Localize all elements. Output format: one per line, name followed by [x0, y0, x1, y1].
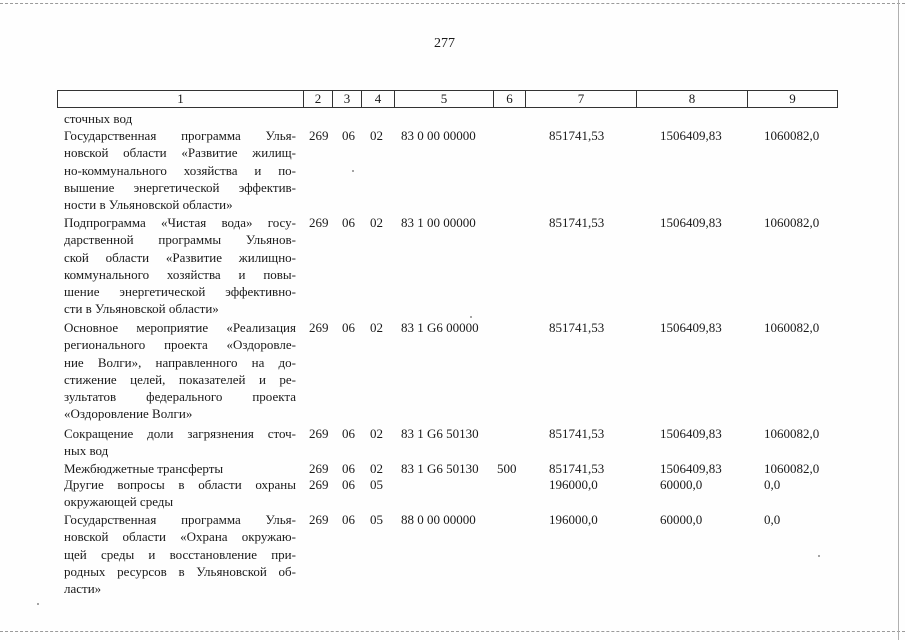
cell-c9: 1060082,0 [764, 426, 820, 441]
cell-c8: 60000,0 [660, 477, 703, 492]
description-line: родных ресурсов в Ульяновской об- [64, 563, 296, 579]
cell-c2: 269 [309, 477, 329, 492]
description-line: окружающей среды [64, 494, 174, 510]
cell-c2: 269 [309, 426, 329, 441]
description-line: Межбюджетные трансферты [64, 461, 224, 476]
page-border-right [898, 0, 899, 640]
cell-c3: 06 [342, 477, 355, 492]
cell-c4: 02 [370, 215, 383, 230]
description-line: «Оздоровление Волги» [64, 406, 193, 422]
description-line: ных вод [64, 443, 109, 459]
cell-c8: 1506409,83 [660, 128, 722, 143]
cell-c3: 06 [342, 461, 355, 476]
page-border-bottom [0, 631, 905, 632]
cell-c3: 06 [342, 426, 355, 441]
cell-c5: 83 1 G6 50130 [401, 426, 479, 441]
cell-c3: 06 [342, 320, 355, 335]
description-line: ской области «Развитие жилищно- [64, 249, 296, 265]
cell-c8: 60000,0 [660, 512, 703, 527]
cell-c8: 1506409,83 [660, 320, 722, 335]
cell-c8: 1506409,83 [660, 215, 722, 230]
row-description [64, 214, 296, 318]
cell-c7: 851741,53 [549, 426, 605, 441]
cell-c3: 06 [342, 512, 355, 527]
description-line: сточных вод [64, 111, 133, 126]
row-description [64, 425, 296, 460]
scan-speck [352, 170, 354, 172]
column-header-3: 3 [332, 91, 361, 107]
cell-c4: 02 [370, 426, 383, 441]
cell-c5: 83 1 G6 00000 [401, 320, 479, 335]
cell-c9: 0,0 [764, 477, 781, 492]
description-line: Подпрограмма «Чистая вода» госу- [64, 215, 296, 230]
page-border-top [0, 3, 905, 4]
row-description [64, 460, 296, 477]
cell-c7: 851741,53 [549, 128, 605, 143]
description-line: зультатов федерального проекта [64, 389, 296, 405]
description-line: шение энергетической эффективно- [64, 284, 296, 300]
row-description [64, 110, 296, 127]
cell-c3: 06 [342, 215, 355, 230]
description-line: дарственной программы Ульянов- [64, 232, 296, 248]
cell-c5: 83 1 00 00000 [401, 215, 476, 230]
cell-c7: 851741,53 [549, 320, 605, 335]
scan-speck [470, 316, 472, 318]
cell-c4: 02 [370, 128, 383, 143]
description-line: новской области «Охрана окружаю- [64, 529, 296, 545]
cell-c4: 05 [370, 512, 383, 527]
cell-c9: 1060082,0 [764, 128, 820, 143]
cell-c7: 196000,0 [549, 477, 598, 492]
column-header-4: 4 [361, 91, 394, 107]
cell-c2: 269 [309, 215, 329, 230]
cell-c2: 269 [309, 512, 329, 527]
cell-c4: 05 [370, 477, 383, 492]
description-line: Сокращение доли загрязнения сточ- [64, 426, 296, 441]
description-line: Другие вопросы в области охраны [64, 477, 296, 492]
cell-c4: 02 [370, 461, 383, 476]
column-header-8: 8 [636, 91, 747, 107]
cell-c2: 269 [309, 320, 329, 335]
column-header-7: 7 [525, 91, 636, 107]
column-header-1: 1 [177, 91, 184, 106]
cell-c7: 196000,0 [549, 512, 598, 527]
cell-c9: 1060082,0 [764, 461, 820, 476]
cell-c6: 500 [497, 461, 517, 476]
scan-speck [818, 555, 820, 557]
cell-c4: 02 [370, 320, 383, 335]
cell-c7: 851741,53 [549, 461, 605, 476]
row-description [64, 319, 296, 423]
description-line: вышение энергетической эффектив- [64, 179, 296, 195]
cell-c5: 83 0 00 00000 [401, 128, 476, 143]
cell-c5: 83 1 G6 50130 [401, 461, 479, 476]
cell-c8: 1506409,83 [660, 426, 722, 441]
column-header-6: 6 [493, 91, 525, 107]
description-line: ласти» [64, 581, 102, 597]
cell-c7: 851741,53 [549, 215, 605, 230]
column-header-5: 5 [394, 91, 493, 107]
cell-c9: 0,0 [764, 512, 781, 527]
cell-c2: 269 [309, 128, 329, 143]
column-header-2: 2 [303, 91, 332, 107]
cell-c2: 269 [309, 461, 329, 476]
row-description [64, 127, 296, 213]
description-line: но-коммунального хозяйства и по- [64, 162, 296, 178]
description-line: Государственная программа Улья- [64, 128, 296, 143]
scan-speck [37, 603, 39, 605]
description-line: щей среды и восстановление при- [64, 546, 296, 562]
description-line: Государственная программа Улья- [64, 512, 296, 527]
cell-c9: 1060082,0 [764, 215, 820, 230]
row-description [64, 476, 296, 511]
cell-c5: 88 0 00 00000 [401, 512, 476, 527]
column-header-row [57, 90, 838, 108]
cell-c9: 1060082,0 [764, 320, 820, 335]
description-line: стижение целей, показателей и ре- [64, 371, 296, 387]
description-line: новской области «Развитие жилищ- [64, 145, 296, 161]
description-line: ности в Ульяновской области» [64, 197, 233, 213]
page-number: 277 [434, 36, 455, 51]
cell-c3: 06 [342, 128, 355, 143]
cell-c8: 1506409,83 [660, 461, 722, 476]
description-line: Основное мероприятие «Реализация [64, 320, 296, 335]
row-description [64, 511, 296, 597]
column-header-9: 9 [747, 91, 837, 107]
description-line: регионального проекта «Оздоровле- [64, 337, 296, 353]
description-line: ние Волги», направленного на до- [64, 354, 296, 370]
description-line: коммунального хозяйства и повы- [64, 266, 296, 282]
description-line: сти в Ульяновской области» [64, 301, 219, 317]
